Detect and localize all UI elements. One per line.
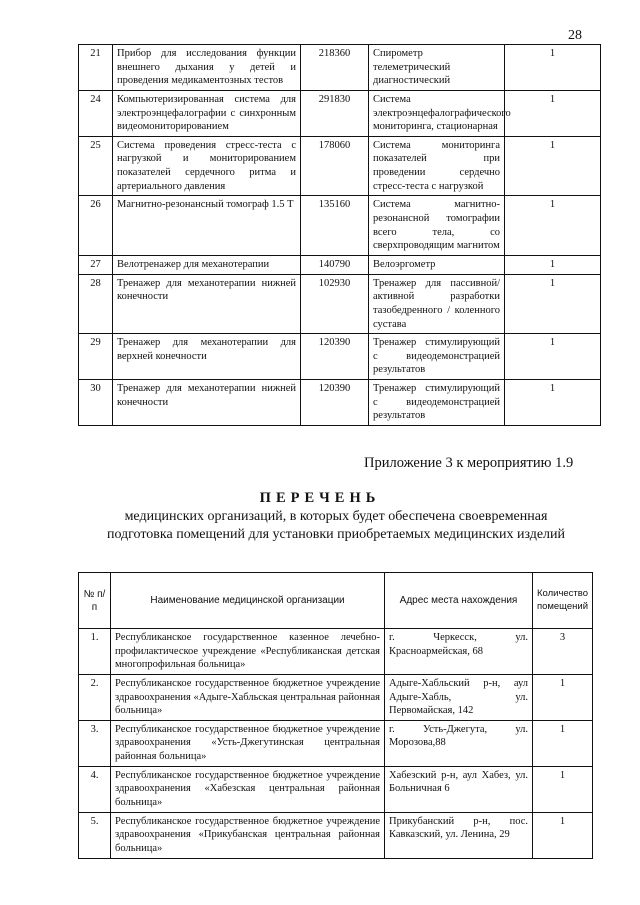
equipment-name: Тренажер для механотерапии нижней конечности [113, 380, 301, 426]
rooms-count: 1 [533, 812, 593, 858]
org-name: Республиканское государственное бюджетное учреждение здравоохранения «Хабезская центральная районная больница» [111, 766, 385, 812]
equipment-name: Система проведения стресс-теста с нагрузкой и мониторированием показателей сердечного ритма и артериального давления [113, 136, 301, 196]
equipment-code: 120390 [301, 334, 369, 380]
table-row [79, 629, 593, 675]
equipment-code: 140790 [301, 255, 369, 274]
row-number: 30 [79, 380, 113, 426]
org-name: Республиканское государственное бюджетное учреждение здравоохранения «Усть-Джегутинская центральная районная больница» [111, 720, 385, 766]
row-number: 29 [79, 334, 113, 380]
equipment-description: Тренажер для пассивной/активной разработки тазобедренного / коленного сустава [369, 274, 505, 334]
header-number: № п/п [79, 573, 111, 629]
page-number: 28 [568, 28, 582, 43]
equipment-quantity: 1 [505, 334, 601, 380]
row-number: 28 [79, 274, 113, 334]
table-row [79, 136, 601, 196]
equipment-description: Система магнитно-резонансной томографии всего тела, со сверхпроводящим магнитом [369, 196, 505, 256]
equipment-quantity: 1 [505, 196, 601, 256]
rooms-count: 3 [533, 629, 593, 675]
equipment-code: 120390 [301, 380, 369, 426]
header-org-name: Наименование медицинской организации [111, 573, 385, 629]
row-number: 5. [79, 812, 111, 858]
equipment-code: 291830 [301, 90, 369, 136]
row-number: 27 [79, 255, 113, 274]
rooms-count: 1 [533, 674, 593, 720]
equipment-name: Тренажер для механотерапии нижней конечности [113, 274, 301, 334]
row-number: 3. [79, 720, 111, 766]
row-number: 2. [79, 674, 111, 720]
org-address: г. Усть-Джегута, ул. Морозова,88 [385, 720, 533, 766]
equipment-name: Тренажер для механотерапии для верхней конечности [113, 334, 301, 380]
table-row [79, 255, 601, 274]
equipment-description: Спирометр телеметрический диагностический [369, 45, 505, 91]
list-subtitle: медицинских организаций, в которых будет обеспечена своевременная подготовка помещений для установки приобретаемых медицинских изделий [106, 509, 566, 542]
equipment-description: Тренажер стимулирующий с видеодемонстрацией результатов [369, 334, 505, 380]
table-row [79, 90, 601, 136]
row-number: 4. [79, 766, 111, 812]
equipment-name: Магнитно-резонансный томограф 1.5 Т [113, 196, 301, 256]
row-number: 24 [79, 90, 113, 136]
table-header-row [79, 573, 593, 629]
table-row [79, 380, 601, 426]
equipment-code: 102930 [301, 274, 369, 334]
equipment-description: Велоэргометр [369, 255, 505, 274]
equipment-code: 135160 [301, 196, 369, 256]
org-name: Республиканское государственное казенное лечебно-профилактическое учреждение «Республиканская детская многопрофильная больница» [111, 629, 385, 675]
org-name: Республиканское государственное бюджетное учреждение здравоохранения «Прикубанская центральная районная больница» [111, 812, 385, 858]
org-address: г. Черкесск, ул. Красноармейская, 68 [385, 629, 533, 675]
rooms-count: 1 [533, 720, 593, 766]
equipment-description: Система электроэнцефалографического мониторинга, стационарная [369, 90, 505, 136]
rooms-count: 1 [533, 766, 593, 812]
table-row [79, 334, 601, 380]
equipment-code: 178060 [301, 136, 369, 196]
row-number: 25 [79, 136, 113, 196]
equipment-name: Компьютеризированная система для электроэнцефалографии с синхронным видеомониторированием [113, 90, 301, 136]
table-row [79, 812, 593, 858]
equipment-quantity: 1 [505, 274, 601, 334]
org-address: Адыге-Хабльский р-н, аул Адыге-Хабль, ул. Первомайская, 142 [385, 674, 533, 720]
equipment-quantity: 1 [505, 255, 601, 274]
row-number: 1. [79, 629, 111, 675]
org-address: Прикубанский р-н, пос. Кавказский, ул. Ленина, 29 [385, 812, 533, 858]
list-title: ПЕРЕЧЕНЬ [259, 490, 381, 506]
table-row [79, 766, 593, 812]
header-rooms-count: Количество помещений [533, 573, 593, 629]
row-number: 21 [79, 45, 113, 91]
appendix-label: Приложение 3 к мероприятию 1.9 [364, 455, 574, 471]
equipment-description: Тренажер стимулирующий с видеодемонстрацией результатов [369, 380, 505, 426]
organizations-table [78, 572, 593, 859]
equipment-quantity: 1 [505, 90, 601, 136]
table-row [79, 674, 593, 720]
equipment-quantity: 1 [505, 45, 601, 91]
equipment-table [78, 44, 601, 426]
table-row [79, 196, 601, 256]
row-number: 26 [79, 196, 113, 256]
org-name: Республиканское государственное бюджетное учреждение здравоохранения «Адыге-Хабльская центральная районная больница» [111, 674, 385, 720]
equipment-name: Прибор для исследования функции внешнего дыхания у детей и проведения медикаментозных тестов [113, 45, 301, 91]
equipment-name: Велотренажер для механотерапии [113, 255, 301, 274]
equipment-description: Система мониторинга показателей при проведении сердечно стресс-теста с нагрузкой [369, 136, 505, 196]
table-row [79, 720, 593, 766]
equipment-quantity: 1 [505, 380, 601, 426]
table-row [79, 45, 601, 91]
equipment-code: 218360 [301, 45, 369, 91]
equipment-quantity: 1 [505, 136, 601, 196]
table-row [79, 274, 601, 334]
org-address: Хабезский р-н, аул Хабез, ул. Больничная 6 [385, 766, 533, 812]
header-address: Адрес места нахождения [385, 573, 533, 629]
